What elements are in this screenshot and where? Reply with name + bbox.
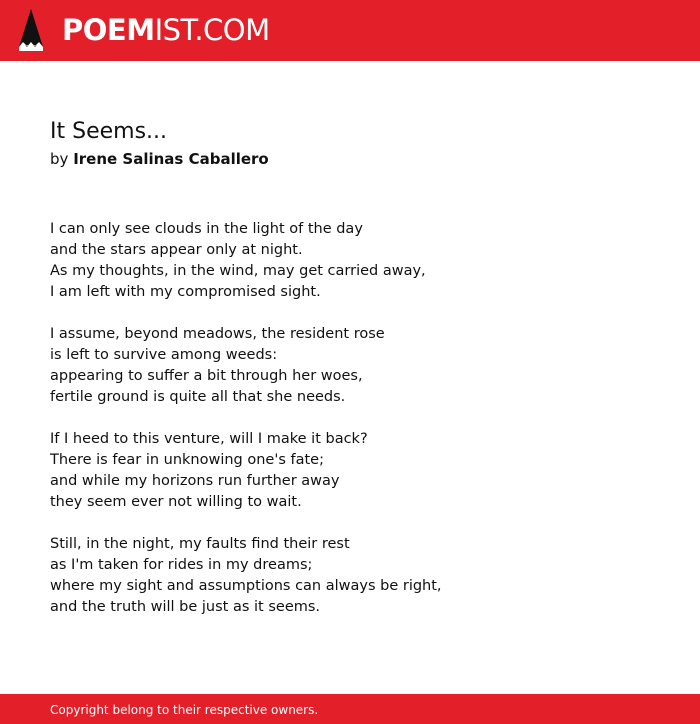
poem-body xyxy=(50,219,650,639)
site-logo[interactable] xyxy=(62,13,270,47)
poem-line: where my sight and assumptions can always be right, xyxy=(50,578,442,594)
stanza xyxy=(50,219,650,303)
poem-byline xyxy=(50,149,269,169)
stanza xyxy=(50,324,650,408)
poem-line: As my thoughts, in the wind, may get carried away, xyxy=(50,263,426,279)
pencil-icon[interactable] xyxy=(19,9,43,51)
site-header xyxy=(0,0,700,61)
logo-text-light: IST.COM xyxy=(154,13,270,47)
poem-title: It Seems... xyxy=(50,119,168,144)
logo-text-bold: POEM xyxy=(62,13,155,47)
poem-line: as I'm taken for rides in my dreams; xyxy=(50,557,313,573)
poem-line: appearing to suffer a bit through her woes, xyxy=(50,368,363,384)
poem-line: fertile ground is quite all that she needs. xyxy=(50,389,346,405)
copyright-notice: Copyright belong to their respective owners. xyxy=(50,703,319,717)
poem-line: Still, in the night, my faults find their rest xyxy=(50,536,350,552)
poem-line: I can only see clouds in the light of the day xyxy=(50,221,363,237)
by-label: by xyxy=(50,150,69,168)
poem-line: There is fear in unknowing one's fate; xyxy=(50,452,324,468)
stanza xyxy=(50,429,650,513)
author-name: Irene Salinas Caballero xyxy=(73,150,269,168)
site-footer xyxy=(0,694,700,724)
poem-line: I am left with my compromised sight. xyxy=(50,284,321,300)
poem-line: If I heed to this venture, will I make it back? xyxy=(50,431,368,447)
poem-line: is left to survive among weeds: xyxy=(50,347,278,363)
poem-line: I assume, beyond meadows, the resident rose xyxy=(50,326,385,342)
poem-line: and while my horizons run further away xyxy=(50,473,340,489)
poem-line: and the truth will be just as it seems. xyxy=(50,599,321,615)
poem-line: and the stars appear only at night. xyxy=(50,242,303,258)
stanza xyxy=(50,534,650,618)
poem-line: they seem ever not willing to wait. xyxy=(50,494,302,510)
